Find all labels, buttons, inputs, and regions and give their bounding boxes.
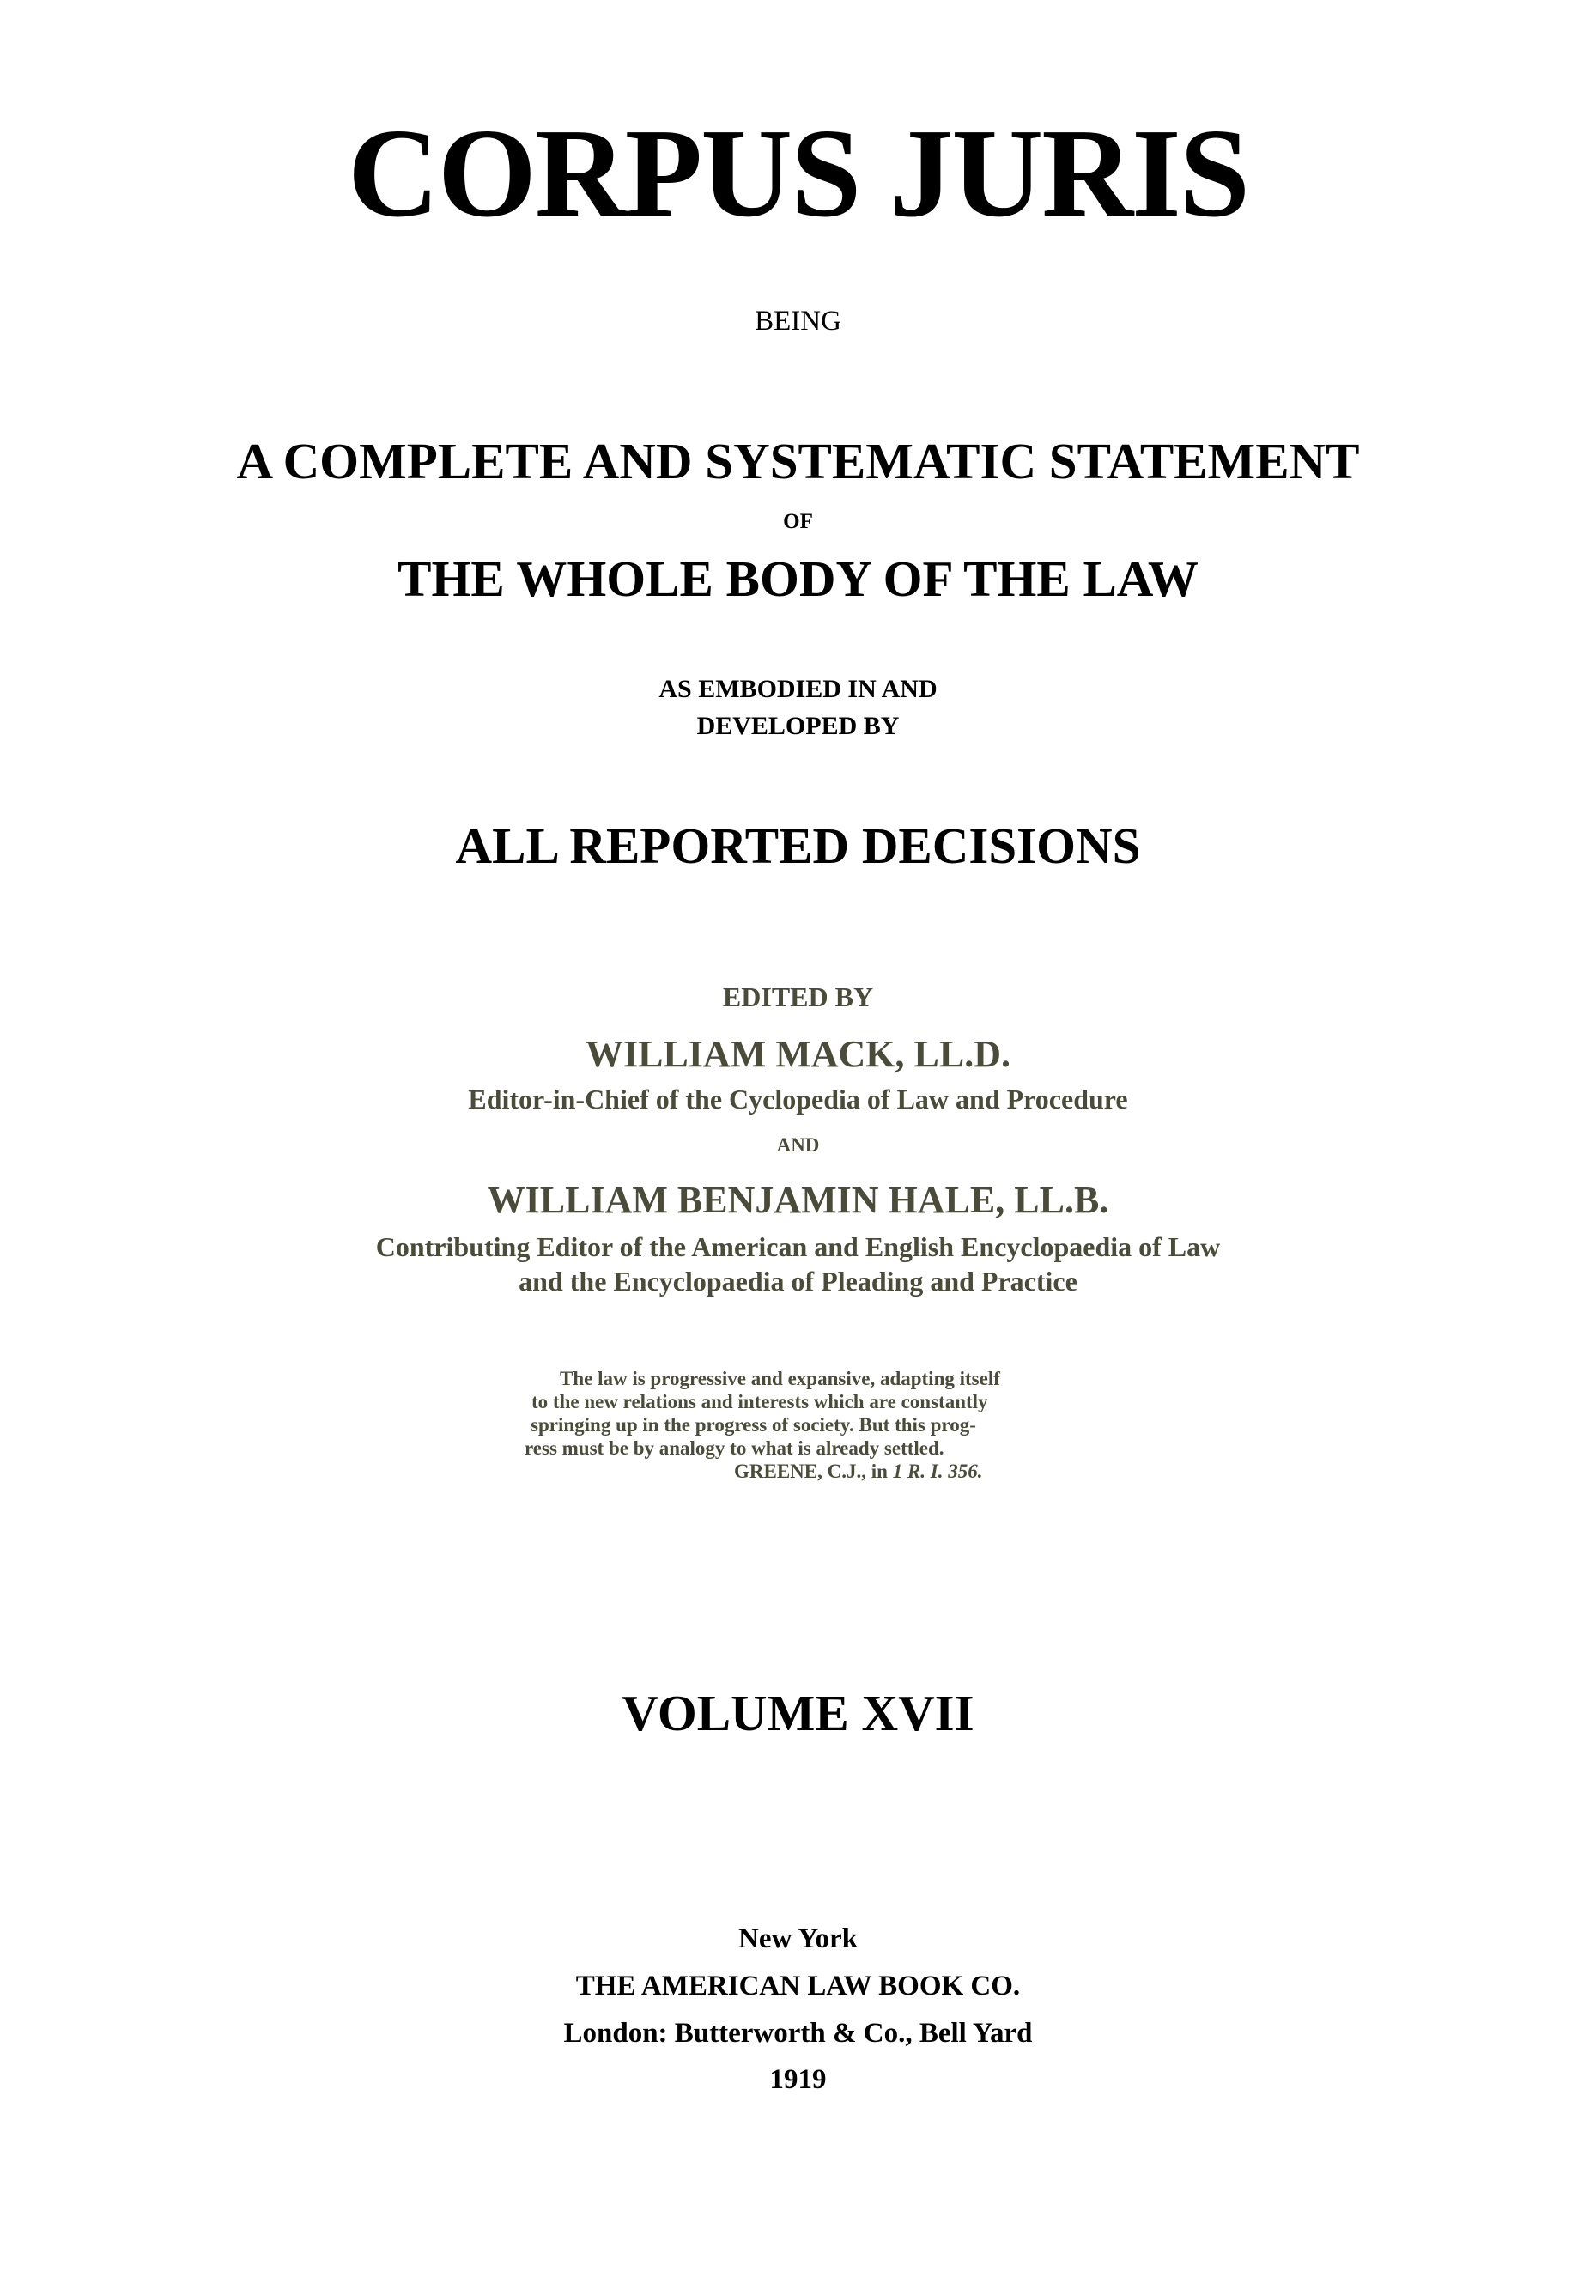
quote-line-3: springing up in the progress of society. But this prog- xyxy=(531,1414,976,1436)
editor-2-name: WILLIAM BENJAMIN HALE, LL.B. xyxy=(487,1179,1109,1221)
quote-attribution-line xyxy=(734,1461,982,1481)
imprint-london: London: Butterworth & Co., Bell Yard xyxy=(563,2018,1033,2049)
imprint-publisher: THE AMERICAN LAW BOOK CO. xyxy=(575,1971,1021,2001)
editor-1-title: Editor-in-Chief of the Cyclopedia of Law and Procedure xyxy=(468,1084,1128,1115)
quote-line-2: to the new relations and interests which are constantly xyxy=(531,1391,988,1412)
decisions-heading: ALL REPORTED DECISIONS xyxy=(455,817,1141,874)
imprint-city: New York xyxy=(737,1923,858,1954)
editor-2-title-line-2: and the Encyclopaedia of Pleading and Practice xyxy=(519,1266,1077,1297)
imprint-year: 1919 xyxy=(769,2064,827,2095)
quote-line-1: The law is progressive and expansive, adapting itself xyxy=(560,1368,1000,1389)
whole-body-heading: THE WHOLE BODY OF THE LAW xyxy=(397,550,1199,607)
page-title: CORPUS JURIS xyxy=(347,103,1249,244)
statement-heading: A COMPLETE AND SYSTEMATIC STATEMENT xyxy=(236,433,1360,489)
quote-citation: 1 R. I. 356. xyxy=(892,1461,983,1482)
edited-by-label: EDITED BY xyxy=(722,981,874,1012)
embodied-line-1: AS EMBODIED IN AND xyxy=(658,675,938,703)
quote-line-4: ress must be by analogy to what is already settled. xyxy=(525,1437,944,1459)
and-label: AND xyxy=(776,1134,820,1156)
embodied-line-2: DEVELOPED BY xyxy=(696,712,900,740)
editor-2-title-line-1: Contributing Editor of the American and English Encyclopaedia of Law xyxy=(375,1231,1221,1262)
being-label: BEING xyxy=(755,306,841,337)
volume-heading: VOLUME XVII xyxy=(622,1685,974,1741)
quote-attribution: GREENE, C.J., in xyxy=(734,1461,893,1482)
editor-1-name: WILLIAM MACK, LL.D. xyxy=(585,1033,1011,1075)
of-label: OF xyxy=(783,510,813,533)
